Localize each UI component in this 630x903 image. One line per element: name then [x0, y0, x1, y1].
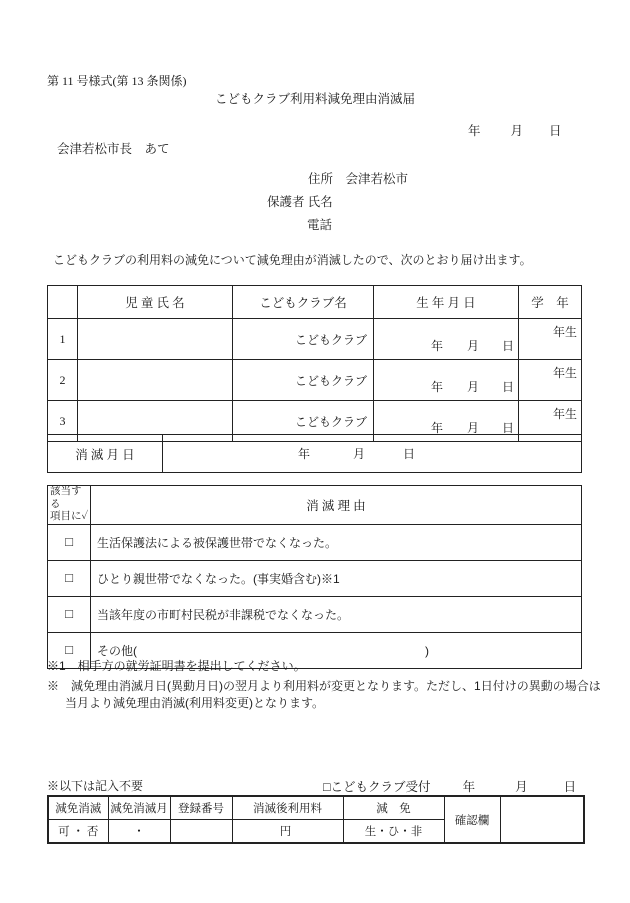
office-header-fee: 消滅後利用料: [232, 796, 343, 820]
date-day-label: 日: [549, 124, 562, 138]
office-use-label: ※以下は記入不要: [47, 779, 144, 793]
form-number: 第 11 号様式(第 13 条関係): [47, 74, 187, 88]
reason-column-header: 消 滅 理 由: [91, 486, 582, 525]
children-header-birthdate: 生 年 月 日: [374, 286, 519, 319]
office-header-exemption: 減免消滅: [48, 796, 108, 820]
child-row-2: [48, 360, 582, 401]
child-row-number: 1: [48, 319, 78, 360]
office-header-regno: 登録番号: [170, 796, 232, 820]
intro-sentence: こどもクラブの利用料の減免について減免理由が消滅したので、次のとおり届け出ます。: [53, 253, 532, 267]
office-yen-label: 円: [232, 820, 343, 844]
guardian-name-label: 保護者 氏名: [267, 195, 333, 209]
club-suffix: こどもクラブ: [294, 373, 367, 388]
office-header-row: [48, 796, 584, 820]
club-name-field: [233, 360, 374, 401]
extinction-reason-table: [47, 485, 582, 669]
grade-suffix: 年生: [552, 366, 577, 380]
year-label: 年: [430, 380, 443, 394]
day-label: 日: [403, 447, 416, 461]
addressee: 会津若松市長 あて: [57, 142, 170, 156]
office-confirm-label: 確認欄: [444, 796, 500, 843]
year-label: 年: [430, 339, 443, 353]
grade-suffix: 年生: [552, 325, 577, 339]
year-label: 年: [298, 447, 311, 461]
office-regno-field: [170, 820, 232, 844]
birthdate-field: [374, 319, 519, 360]
children-header-no: [48, 286, 78, 319]
office-confirm-field: [500, 796, 584, 843]
footnote-2: ※ 減免理由消滅月日(異動月日)の翌月より利用料が変更となります。ただし、1日付けの異動の場合は当月より減免理由消滅(利用料変更)となります。: [47, 679, 601, 711]
extinction-date-label: 消 滅 月 日: [48, 435, 163, 473]
child-name-field: [78, 360, 233, 401]
checkbox-icon: □: [48, 596, 91, 632]
office-header-month: 減免消滅月: [108, 796, 170, 820]
office-use-table: [47, 795, 585, 844]
month-label: 月: [466, 421, 479, 435]
extinction-date-field: [163, 435, 582, 473]
applicant-address: 住所 会津若松市: [308, 172, 409, 186]
children-table: [47, 285, 582, 442]
reason-row-2: [48, 560, 582, 596]
children-header-grade: 学 年: [519, 286, 582, 319]
date-year-label: 年: [468, 124, 481, 138]
club-receipt-line: [323, 777, 576, 795]
child-row-number: 3: [48, 401, 78, 442]
office-month-separator: ・: [108, 820, 170, 844]
month-label: 月: [353, 447, 366, 461]
children-header-club: こどもクラブ名: [233, 286, 374, 319]
day-label: 日: [501, 339, 514, 353]
reason-text: ひとり親世帯でなくなった。(事実婚含む)※1: [91, 560, 582, 596]
footnote-1: ※1 相手方の就労証明書を提出してください。: [47, 659, 306, 673]
checkbox-icon: □: [48, 524, 91, 560]
checkbox-icon: □: [48, 560, 91, 596]
grade-suffix: 年生: [552, 407, 577, 421]
date-month-label: 月: [510, 124, 524, 138]
reason-text: 生活保護法による被保護世帯でなくなった。: [91, 524, 582, 560]
extinction-date-row: [48, 435, 582, 473]
day-label: 日: [501, 421, 514, 435]
reason-text: 当該年度の市町村民税が非課税でなくなった。: [91, 596, 582, 632]
check-header-line1: 該当する: [50, 486, 82, 510]
checkbox-icon: □: [48, 632, 91, 668]
club-name-field: [233, 319, 374, 360]
reason-row-1: [48, 524, 582, 560]
reason-row-3: [48, 596, 582, 632]
child-name-field: [78, 319, 233, 360]
check-header-line2: 項目に✓: [50, 511, 89, 523]
date-line: [468, 121, 562, 139]
form-title: こどもクラブ利用料減免理由消滅届: [214, 92, 415, 106]
grade-field: [519, 319, 582, 360]
child-row-number: 2: [48, 360, 78, 401]
receipt-label: □こどもクラブ受付: [323, 780, 431, 794]
children-header-name: 児 童 氏 名: [78, 286, 233, 319]
club-suffix: こどもクラブ: [294, 414, 367, 429]
year-label: 年: [430, 421, 443, 435]
month-label: 月: [515, 780, 528, 794]
extinction-date-table: [47, 434, 582, 473]
check-column-header: [48, 486, 91, 525]
children-table-header-row: [48, 286, 582, 319]
month-label: 月: [466, 339, 479, 353]
reason-text-other: その他( ): [91, 632, 582, 668]
reason-header-row: [48, 486, 582, 525]
month-label: 月: [466, 380, 479, 394]
year-label: 年: [462, 780, 476, 794]
office-header-category: 減 免: [343, 796, 444, 820]
phone-label: 電話: [307, 218, 333, 232]
day-label: 日: [501, 380, 514, 394]
grade-field: [519, 360, 582, 401]
club-suffix: こどもクラブ: [294, 332, 367, 347]
child-row-1: [48, 319, 582, 360]
office-approve-options: 可 ・ 否: [48, 820, 108, 844]
office-category-options: 生・ひ・非: [343, 820, 444, 844]
day-label: 日: [563, 780, 577, 794]
birthdate-field: [374, 360, 519, 401]
